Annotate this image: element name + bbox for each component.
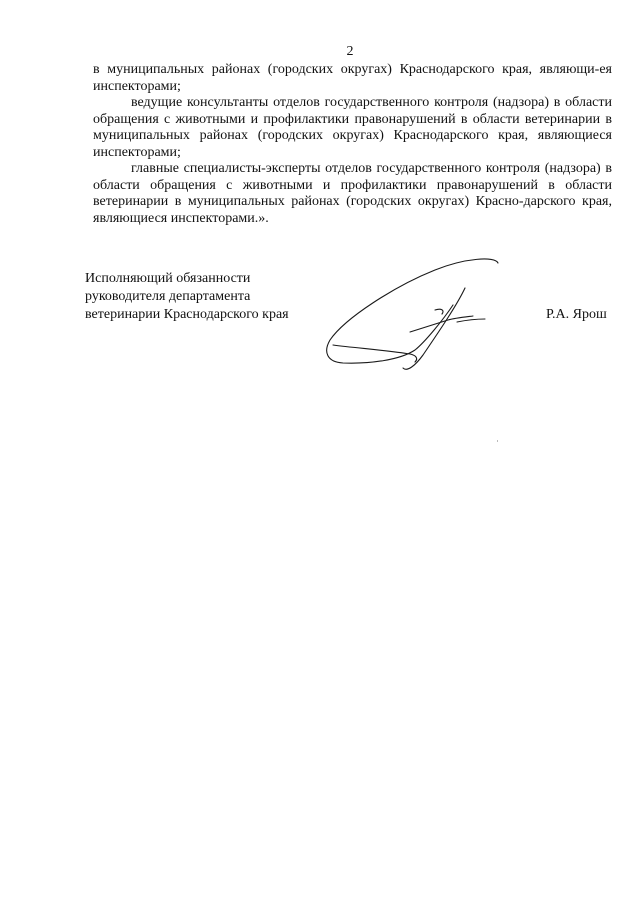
signature-tail-stroke bbox=[457, 319, 485, 322]
signature-vertical-stroke bbox=[403, 288, 465, 369]
paragraph-chief-specialists: главные специалисты-эксперты отделов государственного контроля (надзора) в области обращения с животными и профилактики правонарушений в области ветеринарии в муниципальных районах (городских округах) Красно-дарского края, являющиеся инспекторами.». bbox=[93, 161, 612, 226]
paragraph-leading-consultants: ведущие консультанты отделов государственного контроля (надзора) в области обращения с животными и профилактики правонарушений в области ветеринарии в муниципальных районах (городских округах) Краснодарского края, являющиеся инспекторами; bbox=[93, 95, 612, 160]
document-body bbox=[93, 62, 612, 227]
signature-loop-inner-stroke bbox=[333, 345, 417, 362]
signature-cross-stroke bbox=[410, 316, 473, 332]
position-line: ветеринарии Краснодарского края bbox=[85, 307, 289, 322]
page-number: 2 bbox=[346, 44, 354, 59]
position-line: руководителя департамента bbox=[85, 289, 251, 304]
paragraph-continuation: в муниципальных районах (городских округах) Краснодарского края, являющи-ея инспекторами; bbox=[93, 62, 612, 94]
signatory-position bbox=[85, 270, 289, 324]
scan-speck bbox=[497, 440, 498, 442]
signatory-name: Р.А. Ярош bbox=[546, 307, 607, 322]
handwritten-signature bbox=[315, 250, 515, 375]
position-line: Исполняющий обязанности bbox=[85, 271, 251, 286]
signature-flick-stroke bbox=[435, 309, 443, 314]
